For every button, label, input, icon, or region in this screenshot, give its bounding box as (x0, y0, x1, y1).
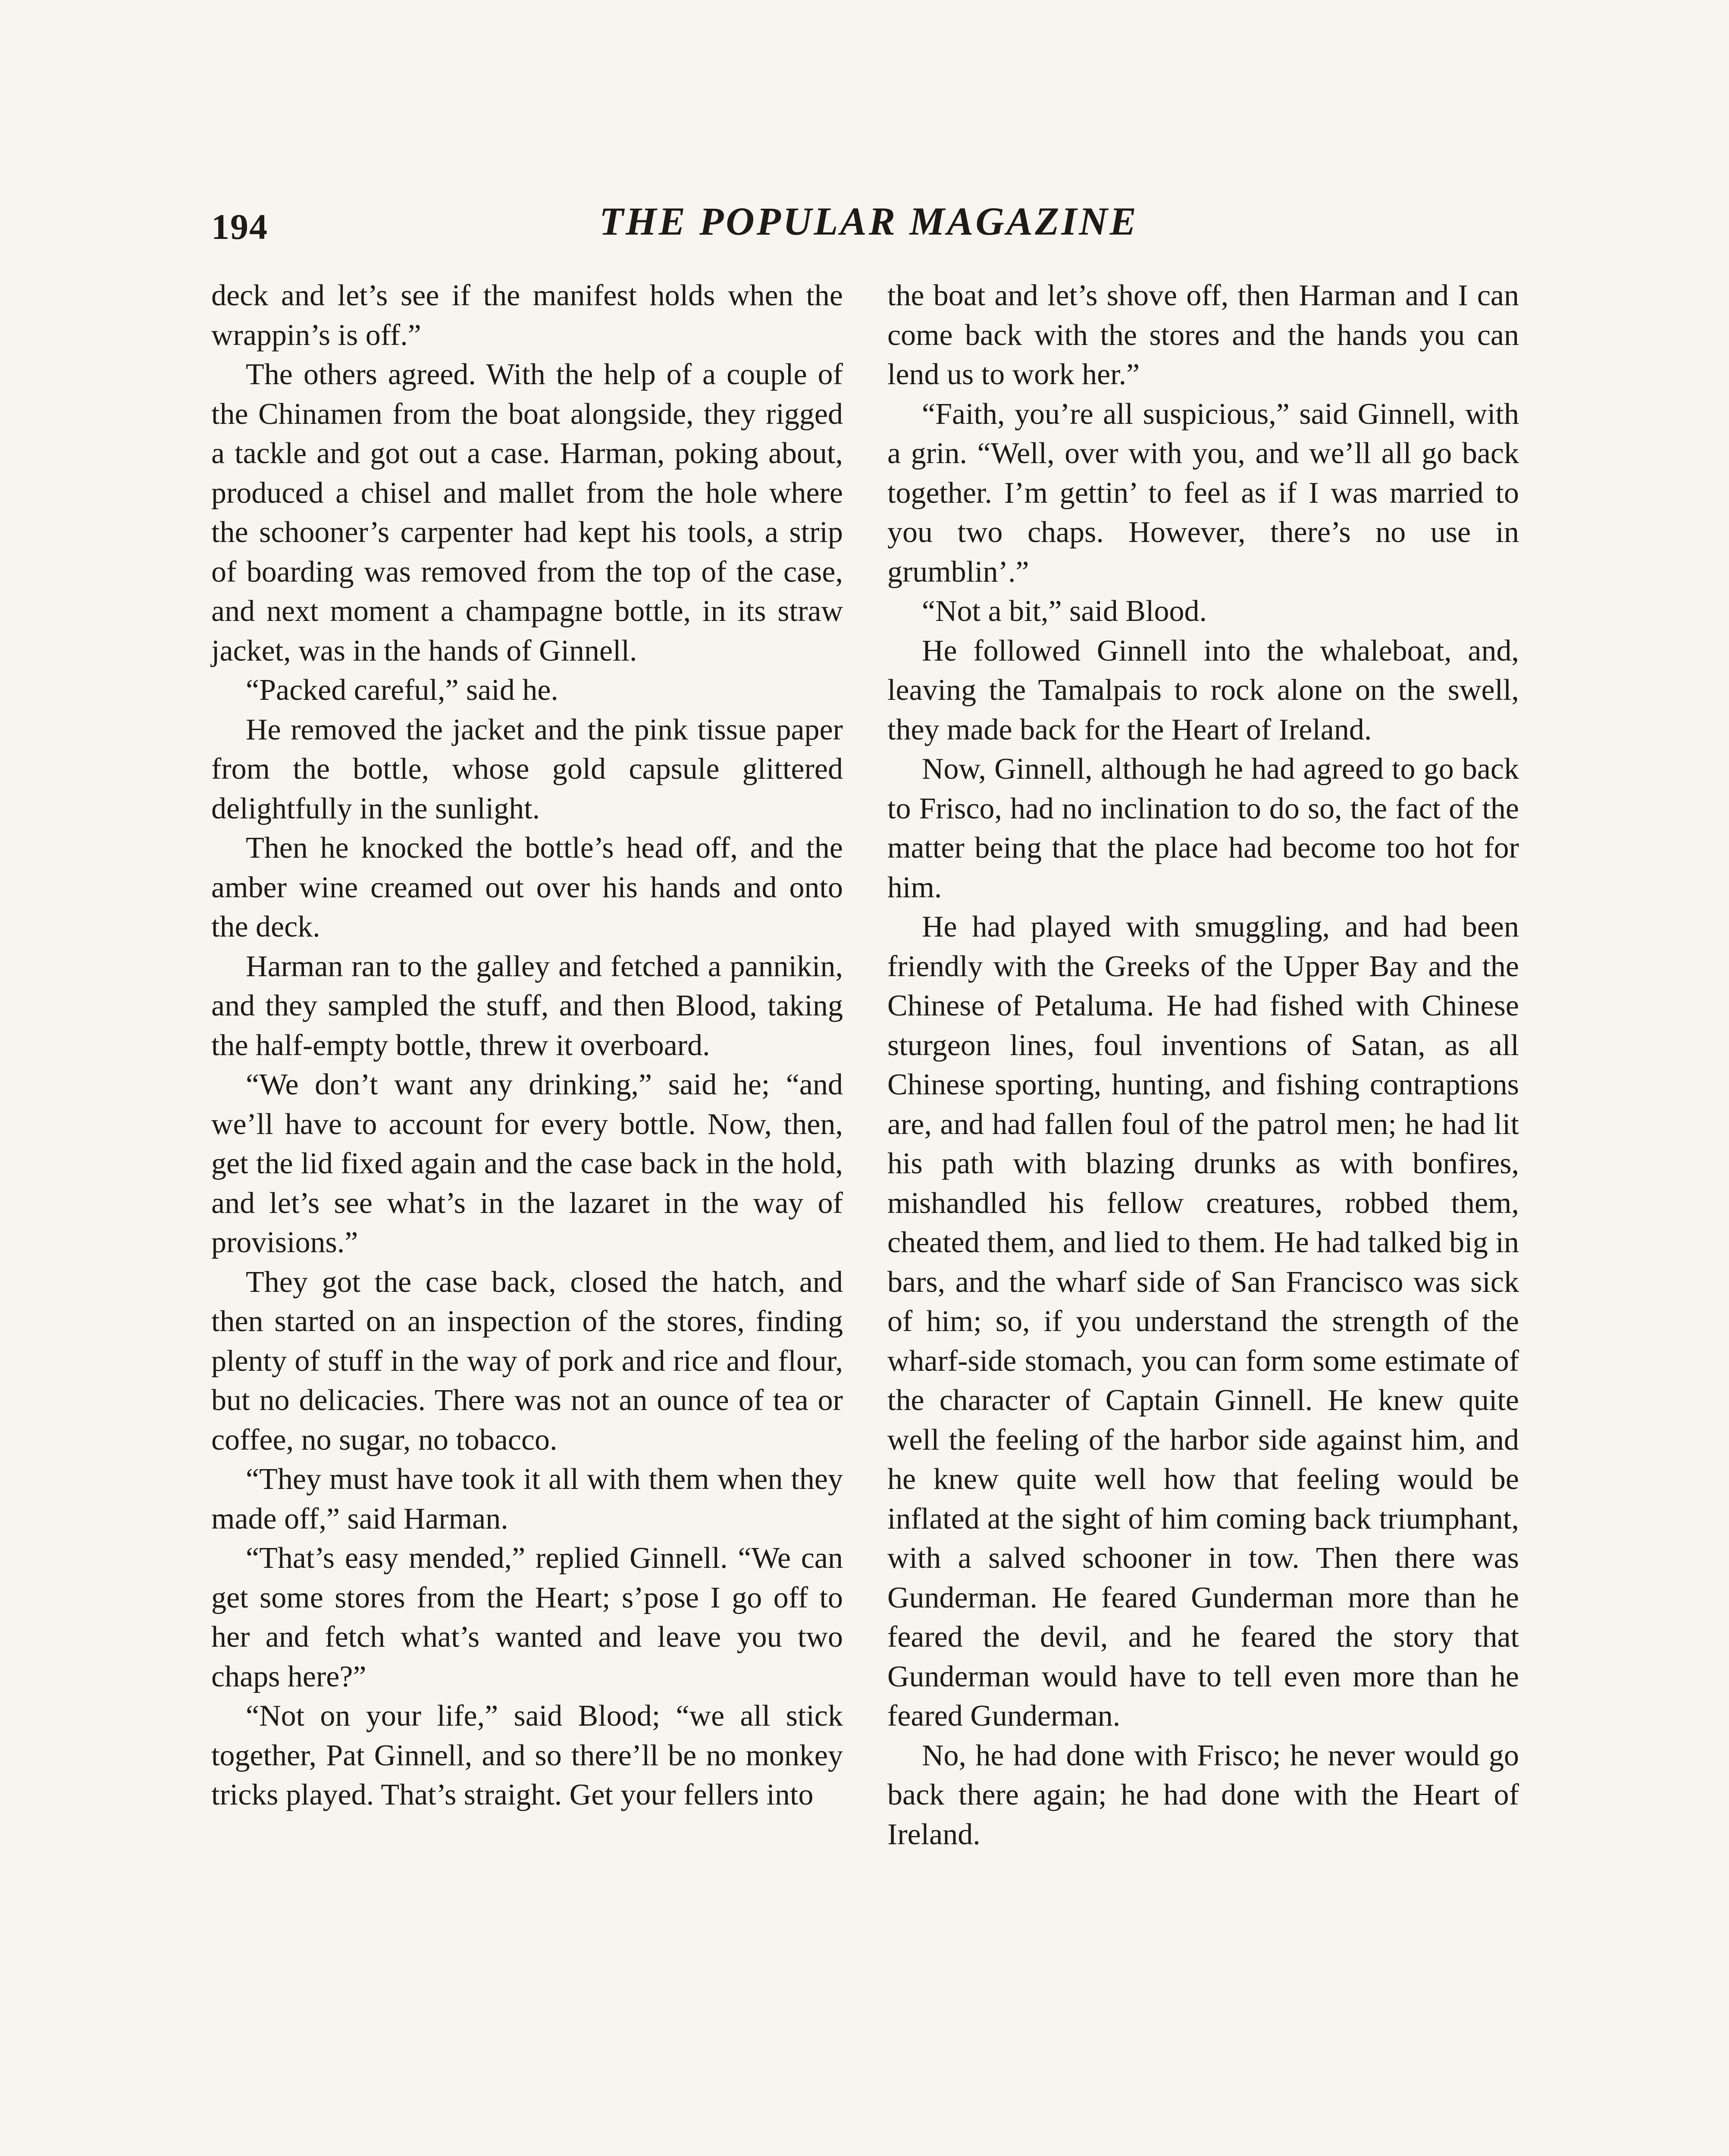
paragraph: He followed Ginnell into the whaleboat, and, leaving the Tamalpais to rock alone on the swell, they made back for the Heart of Ireland. (887, 634, 1519, 746)
paragraph: Harman ran to the galley and fetched a pannikin, and they sampled the stuff, and then Blood, taking the half-empty bottle, threw it overboard. (211, 950, 843, 1062)
right-column (887, 276, 1519, 1854)
page-number: 194 (211, 207, 268, 247)
paragraph: “Faith, you’re all suspicious,” said Ginnell, with a grin. “Well, over with you, and we’ll all go back together. I’m gettin’ to feel as if I was married to you two chaps. However, there’s no use in grumblin’.” (887, 397, 1519, 589)
paragraph: No, he had done with Frisco; he never would go back there again; he had done with the Heart of Ireland. (887, 1739, 1519, 1851)
paragraph: Now, Ginnell, although he had agreed to go back to Frisco, had no inclination to do so, the fact of the matter being that the place had become too hot for him. (887, 752, 1519, 904)
paragraph: “We don’t want any drinking,” said he; “and we’ll have to account for every bottle. Now, then, get the lid fixed again and the case back in the hold, and let’s see what’s in the lazaret in the way of provisions.” (211, 1068, 843, 1259)
paragraph: The others agreed. With the help of a couple of the Chinamen from the boat alongside, they rigged a tackle and got out a case. Harman, poking about, produced a chisel and mallet from the hole where the schooner’s carpenter had kept his tools, a strip of boarding was removed from the top of the case, and next moment a champagne bottle, in its straw jacket, was in the hands of Ginnell. (211, 358, 843, 667)
paragraph: “Packed careful,” said he. (246, 674, 558, 707)
paragraph: They got the case back, closed the hatch, and then started on an inspection of the stores, finding plenty of stuff in the way of pork and rice and flour, but no delicacies. There was not an ounce of tea or coffee, no sugar, no tobacco. (211, 1265, 843, 1457)
paragraph: the boat and let’s shove off, then Harman and I can come back with the stores and the hands you can lend us to work her.” (887, 279, 1519, 391)
paragraph: He had played with smuggling, and had been friendly with the Greeks of the Upper Bay and the Chinese of Petaluma. He had fished with Chinese sturgeon lines, foul inventions of Satan, as all Chinese sporting, hunting, and fishing contraptions are, and had fallen foul of the patrol men; he had lit his path with blazing drunks as with bonfires, mishandled his fellow creatures, robbed them, cheated them, and lied to them. He had talked big in bars, and the wharf side of San Francisco was sick of him; so, if you understand the strength of the wharf-side stomach, you can form some estimate of the character of Captain Ginnell. He knew quite well the feeling of the harbor side against him, and he knew quite well how that feeling would be inflated at the sight of him coming back triumphant, with a salved schooner in tow. Then there was Gunderman. He feared Gunderman more than he feared the devil, and he feared the story that Gunderman would have to tell even more than he feared Gunderman. (887, 910, 1519, 1733)
paragraph: “That’s easy mended,” replied Ginnell. “We can get some stores from the Heart; s’pose I go off to her and fetch what’s wanted and leave you two chaps here?” (211, 1542, 843, 1693)
paragraph: deck and let’s see if the manifest holds when the wrappin’s is off.” (211, 279, 843, 352)
page-header (211, 198, 1526, 250)
paragraph: “Not a bit,” said Blood. (922, 595, 1207, 628)
paragraph: Then he knocked the bottle’s head off, and the amber wine creamed out over his hands and onto the deck. (211, 831, 843, 943)
paragraph: He removed the jacket and the pink tissue paper from the bottle, whose gold capsule glittered delightfully in the sunlight. (211, 713, 843, 825)
paragraph: “Not on your life,” said Blood; “we all stick together, Pat Ginnell, and so there’ll be no monkey tricks played. That’s straight. Get your fellers into (211, 1699, 843, 1811)
running-head: THE POPULAR MAGAZINE (599, 199, 1139, 243)
paragraph: “They must have took it all with them when they made off,” said Harman. (211, 1463, 843, 1536)
left-column (211, 276, 843, 1815)
